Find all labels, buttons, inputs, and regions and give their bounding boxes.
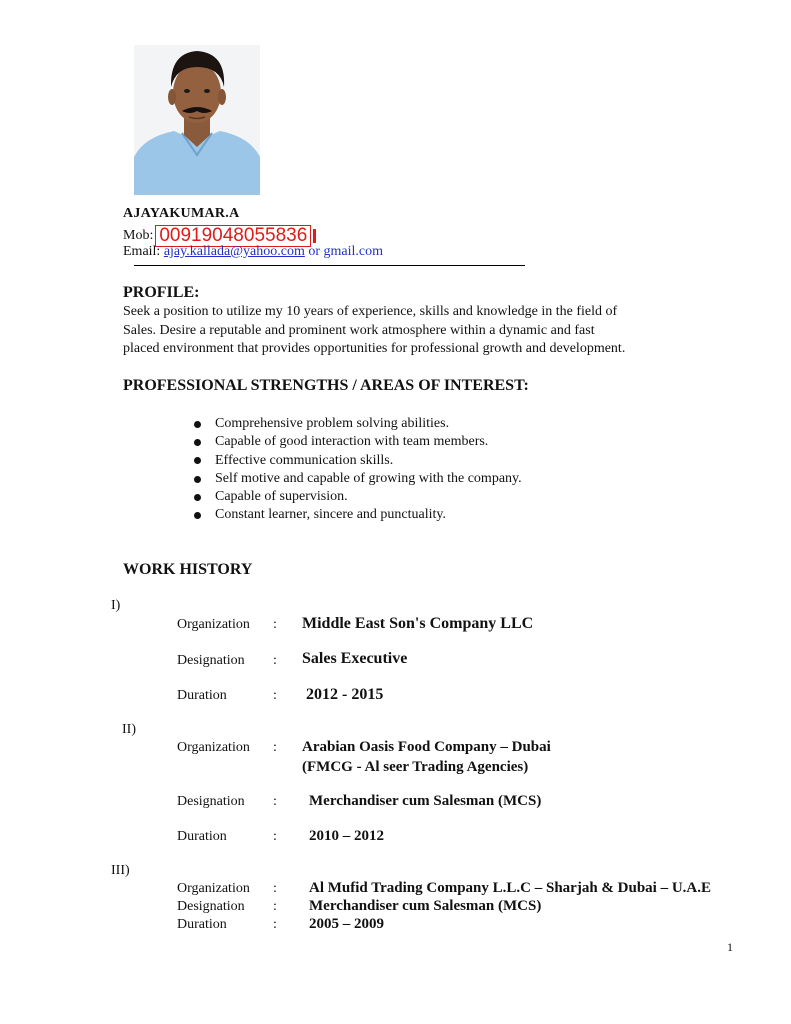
colon: : — [273, 794, 277, 809]
profile-heading: PROFILE: — [123, 284, 200, 301]
duration-label: Duration — [177, 688, 227, 703]
job-numeral: II) — [122, 722, 136, 737]
candidate-name: AJAYAKUMAR.A — [123, 206, 240, 221]
list-item-text: Comprehensive problem solving abilities. — [215, 416, 450, 431]
designation-label: Designation — [177, 899, 245, 914]
job-duration: 2010 – 2012 — [309, 828, 384, 844]
colon: : — [273, 688, 277, 703]
list-item — [190, 506, 522, 524]
colon: : — [273, 617, 277, 632]
bullet-icon — [194, 476, 201, 483]
job-organization: Al Mufid Trading Company L.L.C – Sharjah & Dubai – U.A.E — [309, 880, 712, 896]
profile-line: placed environment that provides opportunities for professional growth and development. — [123, 341, 626, 356]
mobile-highlight-mark — [313, 229, 316, 243]
job-organization: Middle East Son's Company LLC — [302, 615, 534, 632]
list-item-text: Effective communication skills. — [215, 452, 394, 468]
colon: : — [273, 829, 277, 844]
list-item — [190, 488, 522, 506]
designation-label: Designation — [177, 653, 245, 668]
email-link[interactable]: ajay.kallada@yahoo.com — [163, 244, 305, 259]
email-label: Email: — [123, 244, 161, 259]
designation-label: Designation — [177, 794, 245, 809]
list-item-text: Self motive and capable of growing with the company. — [215, 470, 522, 486]
list-item — [190, 470, 522, 488]
profile-line: Sales. Desire a reputable and prominent work atmosphere within a dynamic and fast — [123, 322, 595, 338]
colon: : — [273, 653, 277, 668]
list-item — [190, 452, 522, 470]
job-duration: 2005 – 2009 — [309, 916, 384, 932]
duration-label: Duration — [177, 829, 227, 844]
job-designation: Sales Executive — [302, 650, 408, 667]
profile-text — [123, 303, 703, 359]
email-alt: or gmail.com — [308, 244, 384, 259]
bullet-icon — [194, 457, 201, 464]
work-history-heading: WORK HISTORY — [123, 561, 253, 578]
organization-label: Organization — [177, 740, 250, 755]
job-designation: Merchandiser cum Salesman (MCS) — [309, 898, 542, 914]
strengths-list — [190, 415, 522, 525]
job-duration: 2012 - 2015 — [306, 686, 384, 703]
list-item — [190, 415, 522, 433]
job-numeral: I) — [111, 598, 121, 613]
bullet-icon — [194, 494, 201, 501]
job-organization-line2: (FMCG - Al seer Trading Agencies) — [302, 759, 529, 775]
duration-label: Duration — [177, 917, 227, 932]
job-organization: Arabian Oasis Food Company – Dubai — [302, 739, 551, 755]
bullet-icon — [194, 439, 201, 446]
profile-photo-image — [134, 45, 260, 195]
organization-label: Organization — [177, 617, 250, 632]
bullet-icon — [194, 421, 201, 428]
colon: : — [273, 899, 277, 914]
colon: : — [273, 740, 277, 755]
job-numeral: III) — [111, 863, 130, 878]
list-item — [190, 433, 522, 451]
profile-line: Seek a position to utilize my 10 years of experience, skills and knowledge in the field of — [123, 304, 618, 319]
colon: : — [273, 917, 277, 932]
profile-photo — [134, 45, 260, 195]
strengths-heading: PROFESSIONAL STRENGTHS / AREAS OF INTEREST: — [123, 377, 529, 394]
colon: : — [273, 881, 277, 896]
mobile-label: Mob: — [123, 228, 154, 243]
organization-label: Organization — [177, 881, 250, 896]
page-number: 1 — [727, 940, 733, 954]
list-item-text: Constant learner, sincere and punctuality. — [215, 507, 447, 523]
job-designation: Merchandiser cum Salesman (MCS) — [309, 793, 542, 809]
list-item-text: Capable of supervision. — [215, 489, 348, 505]
list-item-text: Capable of good interaction with team members. — [215, 434, 489, 450]
header-divider — [134, 265, 525, 266]
mobile-number: 00919048055836 — [155, 225, 311, 247]
bullet-icon — [194, 512, 201, 519]
email-line — [123, 244, 383, 260]
